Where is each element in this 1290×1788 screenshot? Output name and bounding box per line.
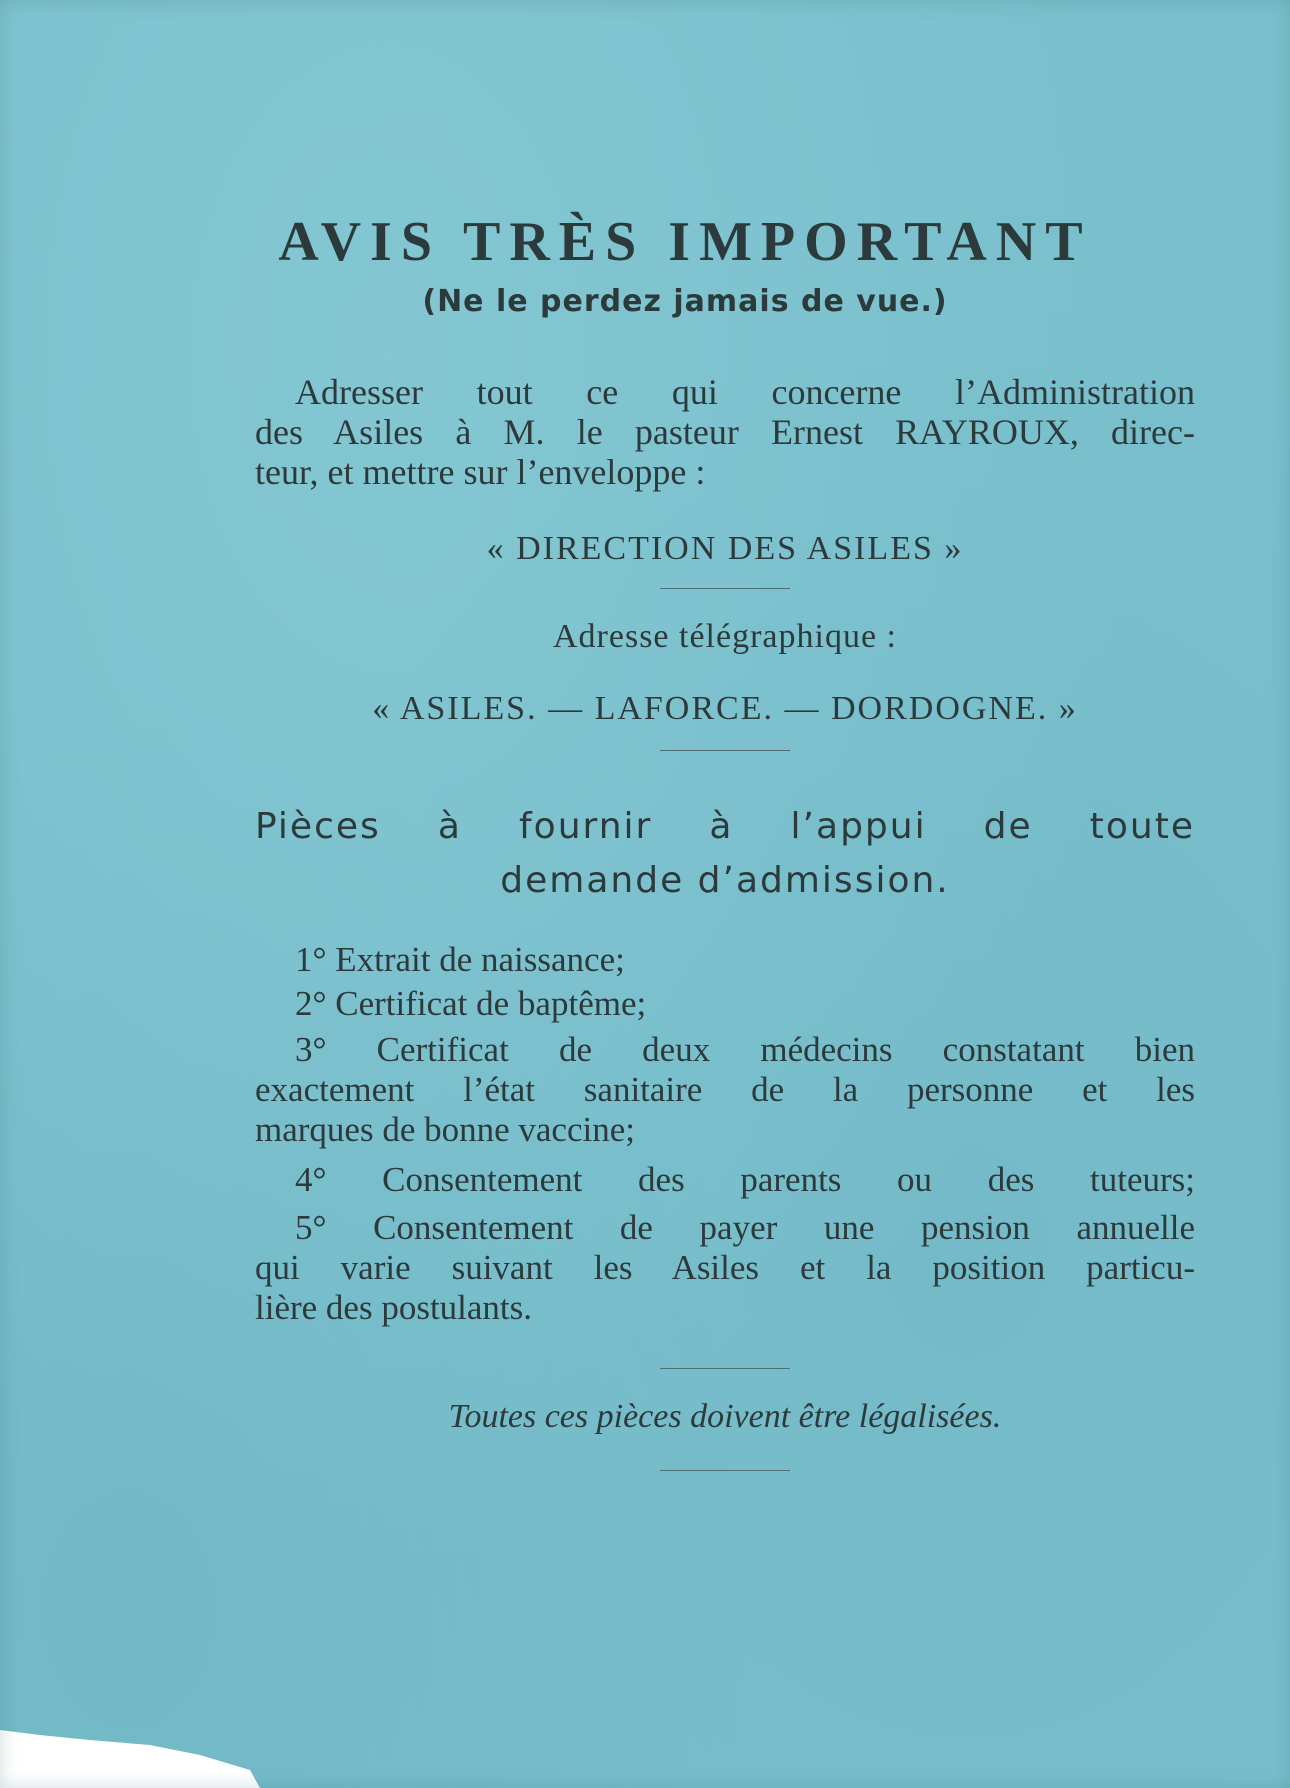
document-item-line: 5° Consentement de payer une pension annuelle [295,1208,1195,1247]
document-item-3 [255,1030,1195,1150]
document-item-line: 1° Extrait de naissance; [295,940,625,979]
documents-heading-line: demande d’admission. [500,860,950,901]
document-item-line: exactement l’état sanitaire de la personne et les [255,1070,1195,1109]
divider-rule [660,1470,790,1471]
document-item-line: qui varie suivant les Asiles et la position particu- [255,1248,1195,1287]
documents-heading [255,800,1195,908]
divider-rule [660,588,790,589]
address-line: des Asiles à M. le pasteur Ernest RAYROUX, direc- [255,412,1195,452]
telegraph-address: « ASILES. — LAFORCE. — DORDOGNE. » [372,690,1078,727]
document-item-4 [255,1160,1195,1200]
document-item-line: 2° Certificat de baptême; [295,984,647,1023]
document-item-1 [255,940,1195,980]
notice-title: AVIS TRÈS IMPORTANT [278,211,1092,273]
footer-note: Toutes ces pièces doivent être légalisées. [448,1398,1002,1435]
divider-rule [660,1368,790,1369]
address-line: Adresser tout ce qui concerne l’Administration [295,372,1195,412]
documents-heading-line: Pièces à fournir à l’appui de toute [255,806,1195,847]
document-item-line: 3° Certificat de deux médecins constatant bien [295,1030,1195,1069]
telegraph-label: Adresse télégraphique : [553,618,897,655]
document-item-line: marques de bonne vaccine; [255,1110,635,1149]
document-item-line: lière des postulants. [255,1288,533,1327]
notice-subtitle: (Ne le perdez jamais de vue.) [422,284,948,319]
envelope-line: « DIRECTION DES ASILES » [486,530,964,567]
document-item-2 [255,984,1195,1024]
divider-rule [660,750,790,751]
address-line: teur, et mettre sur l’enveloppe : [255,452,706,492]
document-item-5 [255,1208,1195,1328]
document-item-line: 4° Consentement des parents ou des tuteurs; [295,1160,1195,1199]
address-paragraph [255,372,1195,492]
